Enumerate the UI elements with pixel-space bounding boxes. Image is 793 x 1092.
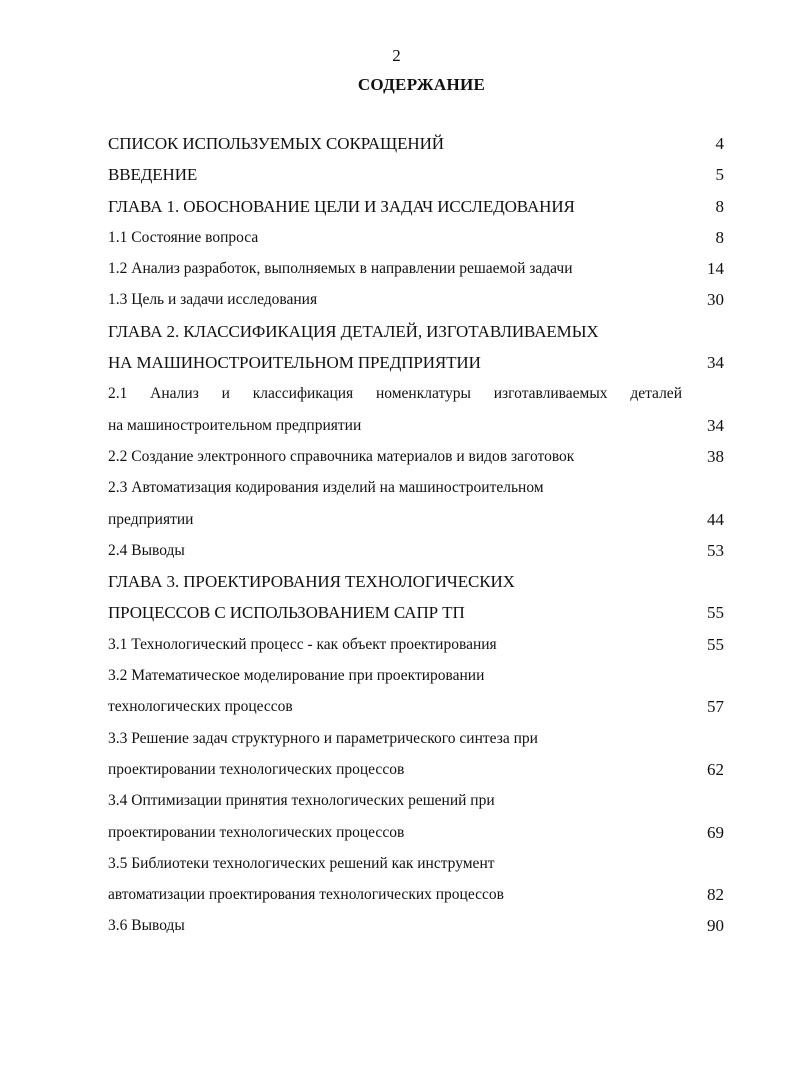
- toc-page-number: 5: [715, 165, 724, 185]
- toc-entry-text: 2.1 Анализ и классификация номенклатуры изготавливаемых деталей: [108, 385, 682, 403]
- toc-line: [108, 817, 724, 848]
- toc-entry-text: 2.4 Выводы: [108, 541, 185, 559]
- toc-line: [108, 754, 724, 785]
- toc-entry-text: проектировании технологических процессов: [108, 823, 405, 841]
- toc-line: [108, 159, 724, 190]
- toc-line: [108, 284, 724, 315]
- toc-line: [108, 660, 724, 691]
- toc-line: [108, 723, 724, 754]
- toc-entry-text: 3.4 Оптимизации принятия технологических решений при: [108, 792, 495, 810]
- toc-entry-text: 2.3 Автоматизация кодирования изделий на машиностроительном: [108, 479, 544, 497]
- toc-entry-text: 3.6 Выводы: [108, 917, 185, 935]
- toc-line: [108, 378, 724, 409]
- toc-entry-text: ГЛАВА 2. КЛАССИФИКАЦИЯ ДЕТАЛЕЙ, ИЗГОТАВЛИВАЕМЫХ: [108, 321, 599, 341]
- toc-page-number: 4: [715, 134, 724, 153]
- toc-entry-text: 3.1 Технологический процесс - как объект проектирования: [108, 635, 497, 653]
- toc-entry-text: проектировании технологических процессов: [108, 760, 405, 778]
- toc-line: [108, 128, 724, 159]
- toc-line: [108, 785, 724, 816]
- toc-entry-text: на машиностроительном предприятии: [108, 416, 362, 434]
- toc-line: [108, 629, 724, 660]
- toc-page-number: 53: [707, 540, 724, 560]
- toc-entry-text: 2.2 Создание электронного справочника материалов и видов заготовок: [108, 447, 575, 465]
- toc-page-number: 30: [707, 290, 724, 310]
- toc-entry-text: 3.3 Решение задач структурного и параметрического синтеза при: [108, 729, 538, 747]
- toc-line: [108, 222, 724, 253]
- toc-line: [108, 597, 724, 628]
- toc-line: [108, 910, 724, 941]
- toc-page-number: 90: [707, 916, 724, 936]
- toc-entry-text: 1.1 Состояние вопроса: [108, 228, 259, 246]
- toc-entry-text: ГЛАВА 1. ОБОСНОВАНИЕ ЦЕЛИ И ЗАДАЧ ИССЛЕДОВАНИЯ: [108, 196, 575, 216]
- toc-entry-text: ПРОЦЕССОВ С ИСПОЛЬЗОВАНИЕМ САПР ТП: [108, 603, 465, 623]
- toc-page-number: 82: [707, 885, 724, 905]
- toc-line: [108, 316, 724, 347]
- toc-line: [108, 848, 724, 879]
- toc-page-number: 34: [707, 353, 724, 373]
- toc-page-number: 34: [707, 415, 724, 435]
- toc-line: [108, 691, 724, 722]
- toc-line: [108, 191, 724, 222]
- toc-page-number: 69: [707, 822, 724, 842]
- toc-page-number: 55: [707, 603, 724, 623]
- toc-line: [108, 253, 724, 284]
- toc-page-number: 62: [707, 759, 724, 779]
- toc-entry-text: 3.2 Математическое моделирование при проектировании: [108, 667, 485, 685]
- toc-line: [108, 566, 724, 597]
- toc-entry-text: технологических процессов: [108, 698, 293, 716]
- toc-page-number: 57: [707, 697, 724, 717]
- toc-entry-text: 3.5 Библиотеки технологических решений как инструмент: [108, 854, 495, 872]
- toc-page-number: 55: [707, 634, 724, 654]
- toc-page-number: 44: [707, 509, 724, 529]
- toc-entry-text: 1.3 Цель и задачи исследования: [108, 291, 318, 309]
- toc-entry-text: 1.2 Анализ разработок, выполняемых в направлении решаемой задачи: [108, 260, 573, 278]
- toc-line: [108, 504, 724, 535]
- toc-entry-text: предприятии: [108, 510, 194, 528]
- page-number: 2: [392, 46, 401, 65]
- toc-entry-text: НА МАШИНОСТРОИТЕЛЬНОМ ПРЕДПРИЯТИИ: [108, 353, 481, 373]
- toc-page-number: 8: [715, 196, 724, 216]
- toc-page-number: 38: [707, 446, 724, 466]
- toc-entry-text: СПИСОК ИСПОЛЬЗУЕМЫХ СОКРАЩЕНИЙ: [108, 134, 444, 153]
- toc-line: [108, 441, 724, 472]
- table-of-contents: [108, 128, 724, 942]
- toc-page-number: 8: [715, 227, 724, 247]
- toc-line: [108, 879, 724, 910]
- toc-line: [108, 535, 724, 566]
- toc-line: [108, 410, 724, 441]
- toc-entry-text: ГЛАВА 3. ПРОЕКТИРОВАНИЯ ТЕХНОЛОГИЧЕСКИХ: [108, 572, 515, 592]
- toc-entry-text: ВВЕДЕНИЕ: [108, 165, 198, 185]
- toc-entry-text: автоматизации проектирования технологических процессов: [108, 886, 504, 904]
- page-title: СОДЕРЖАНИЕ: [357, 75, 486, 94]
- toc-line: [108, 347, 724, 378]
- toc-page-number: 14: [707, 259, 724, 279]
- toc-line: [108, 472, 724, 503]
